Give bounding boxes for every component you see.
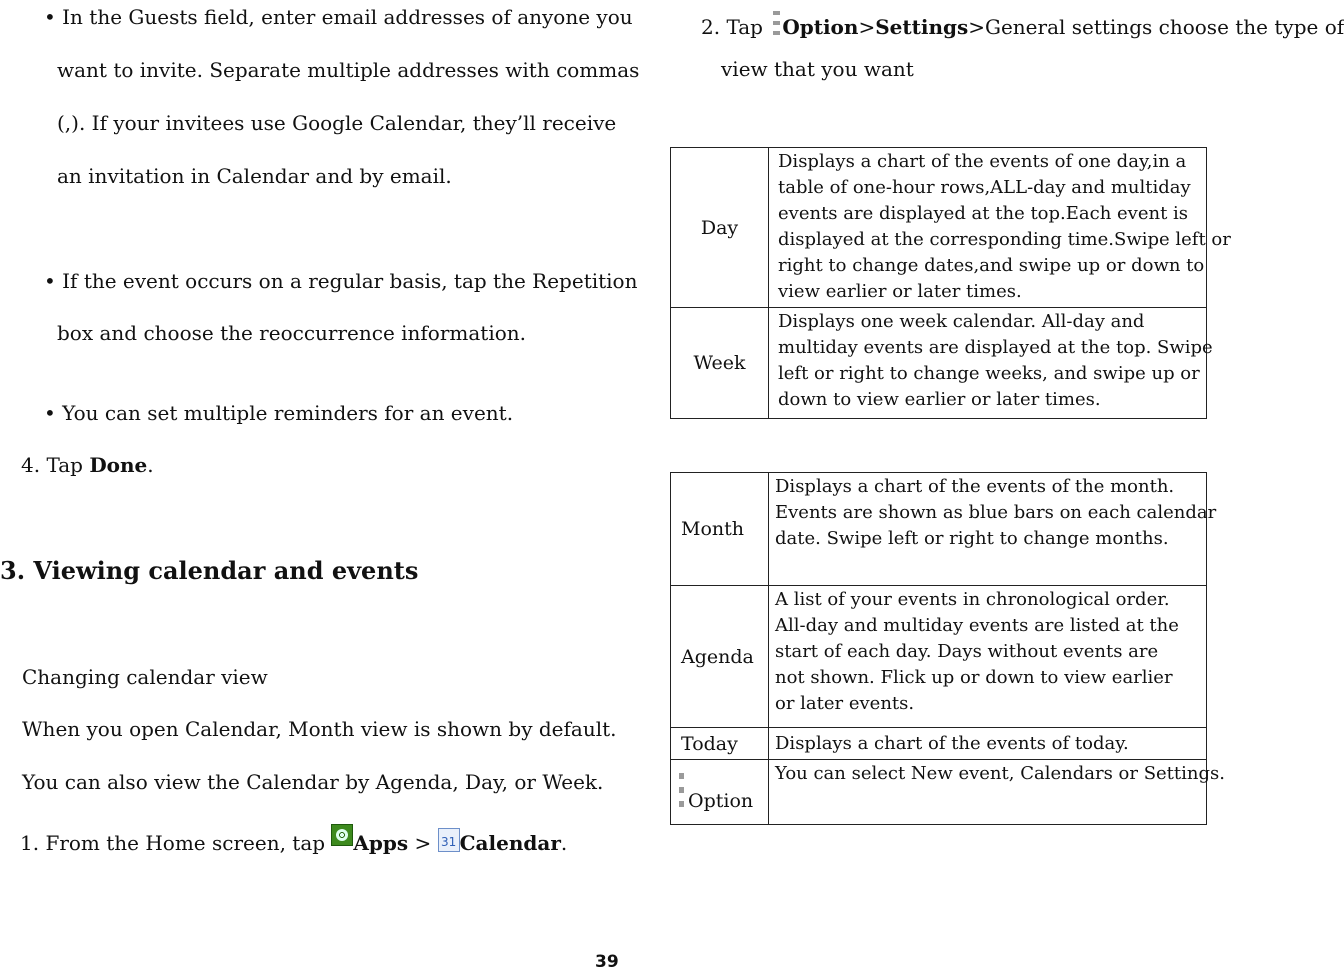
calendar-icon: 31 [438,828,460,852]
option-label: Option [782,15,859,39]
desc-line: not shown. Flick up or down to view earlier [775,667,1173,688]
desc-line: multiday events are displayed at the top. Swipe [778,337,1213,358]
intro-line-2: You can also view the Calendar by Agenda, Day, or Week. [22,770,604,794]
view-desc-today [769,728,1207,760]
desc-line: Displays a chart of the events of the month. [775,476,1175,497]
settings-label: Settings [875,15,969,39]
desc-line: All-day and multiday events are listed at the [775,615,1179,636]
step-1-suffix: . [560,831,568,855]
desc-line: down to view earlier or later times. [778,389,1101,410]
desc-line: Displays one week calendar. All-day and [778,311,1145,332]
table-row-month [671,473,1207,586]
guests-bullet-line-2: want to invite. Separate multiple addresses with commas [57,58,640,82]
apps-label: Apps [353,831,409,855]
repetition-bullet-line-2: box and choose the reoccurrence information. [57,321,527,345]
view-label-day: Day [671,148,769,308]
guests-bullet-line-3: (,). If your invitees use Google Calendar, they’ll receive [57,111,617,135]
step-2-prefix: 2. Tap [701,15,770,39]
overflow-menu-icon [679,773,684,811]
guests-bullet-line-1: • In the Guests field, enter email addresses of anyone you [44,5,633,29]
desc-line: displayed at the corresponding time.Swipe left or [778,229,1231,250]
done-label: Done [89,453,148,477]
step-2-separator: > [858,15,876,39]
desc-line: start of each day. Days without events are [775,641,1159,662]
views-table-2 [670,472,1225,825]
reminders-bullet: • You can set multiple reminders for an event. [44,401,514,425]
desc-line: view earlier or later times. [778,281,1022,302]
calendar-label: Calendar [459,831,561,855]
views-table-1 [670,147,1231,419]
desc-line: date. Swipe left or right to change months. [775,528,1169,549]
desc-line: A list of your events in chronological order. [775,589,1170,610]
desc-line: You can select New event, Calendars or Settings. [775,763,1225,784]
desc-line: right to change dates,and swipe up or down to [778,255,1205,276]
view-desc-option [769,760,1225,825]
desc-line: left or right to change weeks, and swipe up or [778,363,1200,384]
view-label-agenda: Agenda [671,586,769,728]
step-2-line-2: view that you want [721,57,914,81]
view-desc-agenda [769,586,1207,728]
step-4-prefix: 4. Tap [21,453,90,477]
section-heading: 3. Viewing calendar and events [0,556,419,585]
view-label-today: Today [671,728,769,760]
desc-line: table of one-hour rows,ALL-day and multiday [778,177,1191,198]
subheading: Changing calendar view [22,665,268,689]
table-row-option [671,760,1207,825]
view-label-month: Month [671,473,769,586]
desc-line: or later events. [775,693,915,714]
view-desc-day [769,148,1231,308]
step-4 [21,453,154,477]
view-label-week: Week [671,308,769,419]
desc-line: Events are shown as blue bars on each calendar [775,502,1217,523]
overflow-menu-icon [773,11,780,39]
view-label-option-cell [671,760,769,825]
page-number: 39 [595,952,619,972]
step-2-rest: >General settings choose the type of [968,15,1344,39]
view-desc-month [769,473,1217,586]
step-1 [20,824,567,855]
view-desc-week [769,308,1213,419]
view-label-option: Option [688,789,754,812]
desc-line: events are displayed at the top.Each event is [778,203,1189,224]
table-row-week [671,308,1207,419]
desc-line: Displays a chart of the events of today. [775,732,1129,754]
step-1-separator: > [408,831,438,855]
step-4-suffix: . [147,453,154,477]
table-row-agenda [671,586,1207,728]
guests-bullet-line-4: an invitation in Calendar and by email. [57,164,452,188]
table-row-today [671,728,1207,760]
desc-line: Displays a chart of the events of one day,in a [778,151,1187,172]
step-2 [701,11,1344,39]
repetition-bullet-line-1: • If the event occurs on a regular basis, tap the Repetition [44,269,638,293]
intro-line-1: When you open Calendar, Month view is shown by default. [22,717,617,741]
apps-icon [331,824,353,846]
table-row-day [671,148,1207,308]
step-1-prefix: 1. From the Home screen, tap [20,831,332,855]
